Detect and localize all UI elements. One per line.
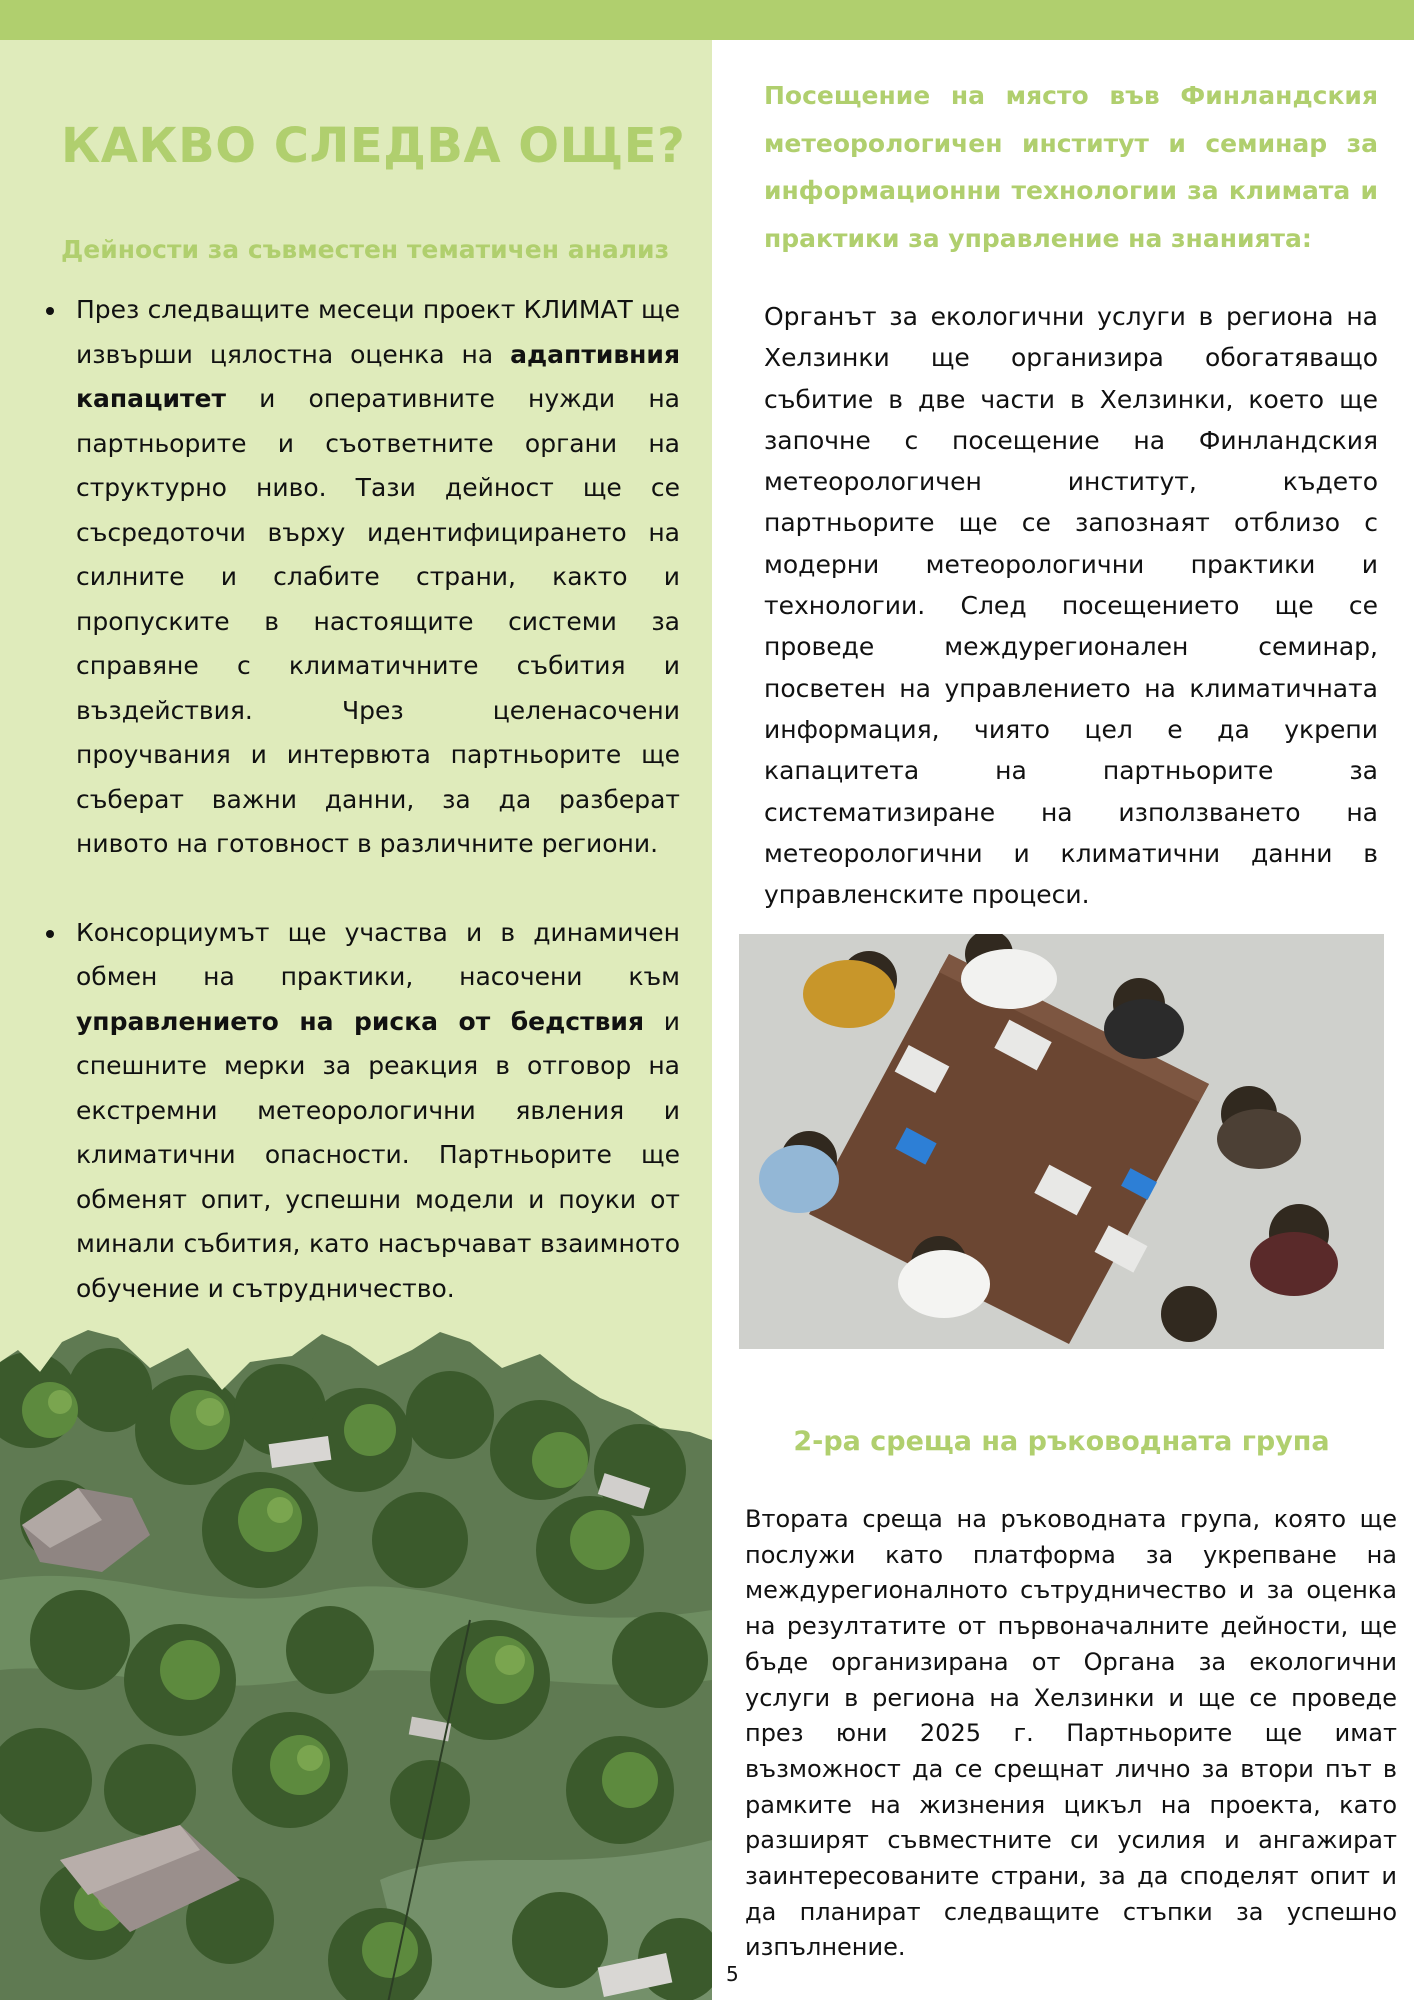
list-item [38,288,680,867]
bullet-text: Консорциумът ще участва и в динамичен обмен на практики, насочени към [76,917,680,991]
team-meeting-image [739,934,1384,1349]
list-item [38,911,680,1312]
meeting-text: Втората среща на ръководната група, която ще послужи като платформа за укрепване на междурегионалното сътрудничество и за оценка на резултатите от първоначалните дейности, ще бъде организирана от Органа за екологични услуги в региона на Хелзинки и ще се проведе през юни 2025 г. Партньорите ще имат възможност да се срещнат лично за втори път в рамките на жизнения цикъл на проекта, като разширят съвместните си усилия и ангажират заинтересованите страни, за да споделят опит и да планират следващите стъпки за успешно изпълнение. [745,1505,1397,1962]
activities-list [38,288,680,1311]
bullet-bold: управлението на риска от бедствия [76,1006,645,1036]
bullet-text: и оперативните нужди на партньорите и съответните органи на структурно ниво. Тази дейност ще се съсредоточи върху идентифицирането на силните и слабите страни, както и пропуските в настоящите системи за справяне с климатичните събития и въздействия. Чрез целенасочени проучвания и интервюта партньорите ще съберат важни данни, за да разберат нивото на готовност в различните региони. [76,384,680,858]
page-title: КАКВО СЛЕДВА ОЩЕ? [61,118,686,174]
visit-heading: Посещение на място във Финландския метеорологичен институт и семинар за информационни технологии за климата и практики за управление на знанията: [764,81,1378,253]
bullet-bold: адаптивния капацитет [76,339,680,413]
page-number: 5 [726,1962,739,1986]
bullet-text: и спешните мерки за реакция в отговор на екстремни метеорологични явления и климатични опасности. Партньорите ще обменят опит, успешни модели и поуки от минали събития, като насърчават взаимното обучение и сътрудничество. [76,1006,681,1303]
left-panel [0,40,712,2000]
bullet-text: През следващите месеци проект КЛИМАТ ще извърши цялостна оценка на [76,295,680,369]
flood-aerial-image [0,1320,712,2000]
visit-text: Органът за екологични услуги в региона на Хелзинки ще организира обогатяващо събитие в две части в Хелзинки, което ще започне с посещение на Финландския метеорологичен институт, където партньорите ще се запознаят отблизо с модерни метеорологични практики и технологии. След посещението ще се проведе междурегионален семинар, посветен на управлението на климатичната информация, чиято цел е да укрепи капацитета на партньорите за систематизиране на използването на метеорологични и климатични данни в управленските процеси. [764,302,1378,910]
top-accent-bar [0,0,1414,40]
meeting-title: 2-ра среща на ръководната група [793,1426,1330,1457]
section-title: Дейности за съвместен тематичен анализ [61,235,670,264]
